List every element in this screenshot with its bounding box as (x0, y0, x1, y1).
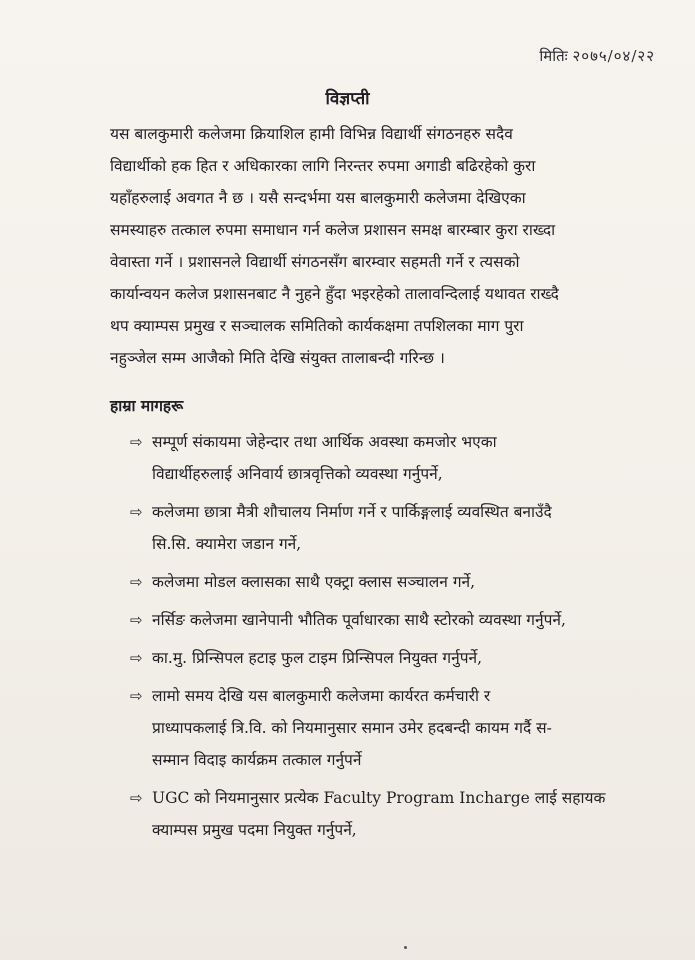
demands-list (130, 426, 660, 852)
demand-line: विद्यार्थीहरुलाई अनिवार्य छात्रवृत्तिको व्यवस्था गर्नुपर्ने, (152, 465, 443, 483)
demand-item (130, 604, 660, 636)
notice-body (110, 118, 660, 374)
demand-line: का.मु. प्रिन्सिपल हटाइ फुल टाइम प्रिन्सिपल नियुक्त गर्नुपर्ने, (152, 649, 483, 667)
demand-line: कलेजमा मोडल क्लासका साथै एक्ट्रा क्लास सञ्चालन गर्ने, (152, 573, 476, 591)
date-label: मितिः (539, 47, 568, 65)
demand-item (130, 426, 660, 490)
arrow-icon: ⇨ (130, 687, 143, 705)
body-line: नहुञ्जेल सम्म आजैको मिति देखि संयुक्त तालाबन्दी गरिन्छ । (110, 349, 445, 367)
demand-line: क्याम्पस प्रमुख पदमा नियुक्त गर्नुपर्ने, (152, 821, 357, 839)
demand-item (130, 566, 660, 598)
body-line: वेवास्ता गर्ने । प्रशासनले विद्यार्थी संगठनसँग बारम्वार सहमती गर्ने र त्यसको (110, 253, 520, 271)
demand-line: प्राध्यापकलाई त्रि.वि. को नियमानुसार समान उमेर हदबन्दी कायम गर्दै स- (152, 719, 552, 737)
body-line: समस्याहरु तत्काल रुपमा समाधान गर्न कलेज प्रशासन समक्ष बारम्बार कुरा राख्दा (110, 221, 556, 239)
arrow-icon: ⇨ (130, 649, 143, 667)
demands-heading: हाम्रा मागहरू (110, 396, 184, 415)
demand-line: कलेजमा छात्रा मैत्री शौचालय निर्माण गर्ने र पार्किङ्गलाई व्यवस्थित बनाउँदै (152, 503, 552, 521)
demand-item (130, 680, 660, 776)
arrow-icon: ⇨ (130, 789, 143, 807)
body-line: विद्यार्थीको हक हित र अधिकारका लागि निरन्तर रुपमा अगाडी बढिरहेको कुरा (110, 157, 536, 175)
notice-title: विज्ञप्ती (325, 89, 370, 109)
body-line: थप क्याम्पस प्रमुख र सञ्चालक समितिको कार्यकक्षमा तपशिलका माग पुरा (110, 317, 524, 335)
demand-item (130, 496, 660, 560)
body-line: यहाँहरुलाई अवगत नै छ । यसै सन्दर्भमा यस बालकुमारी कलेजमा देखिएका (110, 189, 526, 207)
demand-line: लामो समय देखि यस बालकुमारी कलेजमा कार्यरत कर्मचारी र (152, 687, 491, 705)
demand-line: नर्सिङ कलेजमा खानेपानी भौतिक पूर्वाधारका साथै स्टोरको व्यवस्था गर्नुपर्ने, (152, 611, 566, 629)
demand-line: सि.सि. क्यामेरा जडान गर्ने, (152, 535, 302, 553)
ink-dot (404, 946, 407, 949)
demand-line: UGC को नियमानुसार प्रत्येक Faculty Program Incharge लाई सहायक (152, 789, 606, 807)
demand-line: सम्मान विदाइ कार्यक्रम तत्काल गर्नुपर्ने (152, 751, 362, 769)
arrow-icon: ⇨ (130, 503, 143, 521)
body-line: कार्यान्वयन कलेज प्रशासनबाट नै नुहने हुँदा भइरहेको तालावन्दिलाई यथावत राख्दै (110, 285, 559, 303)
demand-item (130, 642, 660, 674)
arrow-icon: ⇨ (130, 573, 143, 591)
arrow-icon: ⇨ (130, 611, 143, 629)
date-value: २०७५/०४/२२ (572, 47, 655, 65)
demand-line: सम्पूर्ण संकायमा जेहेन्दार तथा आर्थिक अवस्था कमजोर भएका (152, 433, 497, 451)
body-line: यस बालकुमारी कलेजमा क्रियाशिल हामी विभिन्न विद्यार्थी संगठनहरु सदैव (110, 125, 513, 143)
date-line (539, 46, 655, 66)
arrow-icon: ⇨ (130, 433, 143, 451)
demand-item (130, 782, 660, 846)
